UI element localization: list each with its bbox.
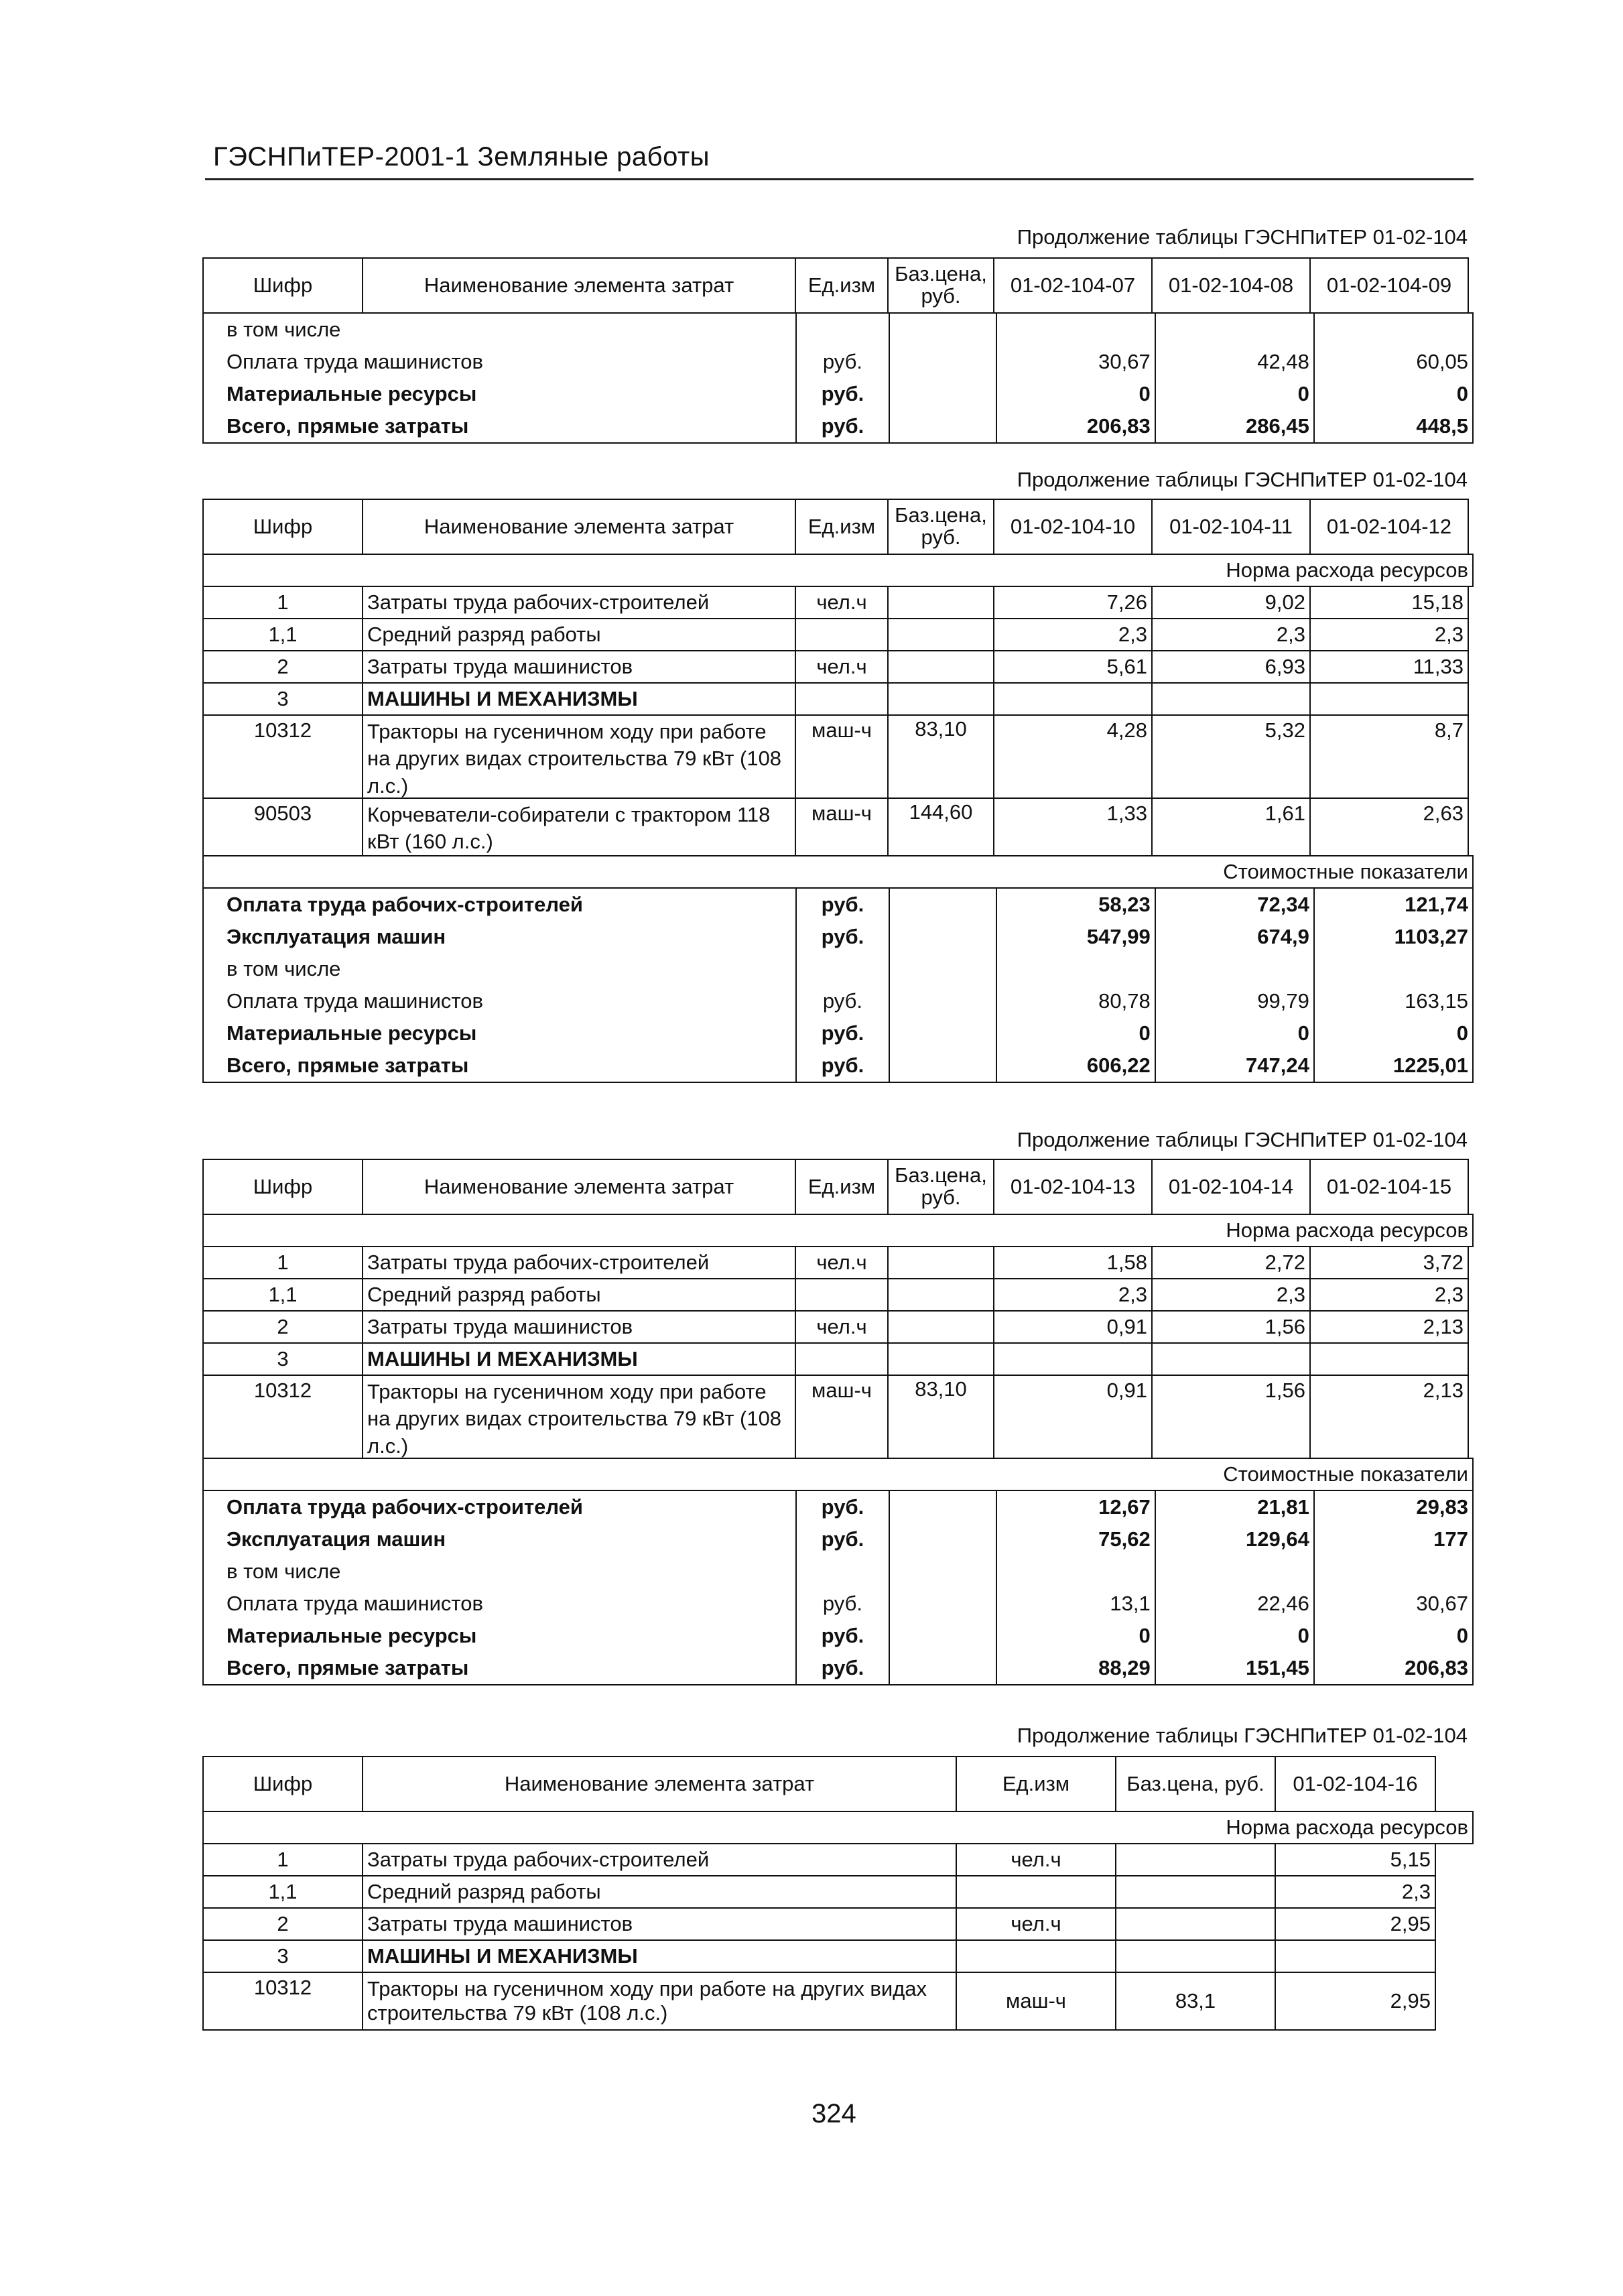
- summary-name: в том числе: [226, 318, 341, 341]
- row-code: 1: [202, 586, 363, 619]
- row-code: 1,1: [202, 1278, 363, 1312]
- summary-value: 286,45: [1155, 410, 1313, 442]
- row-value: 3,72: [1309, 1246, 1469, 1279]
- summary-value: 1225,01: [1313, 1049, 1472, 1082]
- row-code: 3: [202, 1342, 363, 1376]
- norm-label: Норма расхода ресурсов: [202, 554, 1474, 587]
- row-name: МАШИНЫ И МЕХАНИЗМЫ: [362, 1342, 796, 1376]
- row-value: 0,91: [993, 1310, 1153, 1344]
- summary-price: [889, 1588, 995, 1620]
- summary-value: [1155, 1555, 1313, 1588]
- col-name-header: Наименование элемента затрат: [362, 257, 796, 314]
- row-value: 2,3: [993, 618, 1153, 651]
- table-row: [202, 1939, 1474, 1972]
- summary-row: [204, 921, 1472, 953]
- col-unit-header: Ед.изм: [795, 499, 889, 555]
- row-value: 2,13: [1309, 1375, 1469, 1459]
- col-price-header: Баз.цена, руб.: [887, 1159, 994, 1215]
- col-name-header: Наименование элемента затрат: [362, 499, 796, 555]
- summary-price: [889, 410, 995, 442]
- norm-label: Норма расхода ресурсов: [202, 1214, 1474, 1247]
- table-1: [202, 257, 1474, 444]
- summary-price: [889, 1652, 995, 1684]
- col-code-header: 01-02-104-15: [1309, 1159, 1469, 1215]
- summary-value: 99,79: [1155, 985, 1313, 1017]
- table-row: [202, 1972, 1474, 2029]
- row-price: [887, 682, 994, 716]
- row-name: Затраты труда рабочих-строителей: [362, 1843, 957, 1876]
- summary-value: 206,83: [1313, 1652, 1472, 1684]
- summary-value: 88,29: [996, 1652, 1155, 1684]
- summary-value: 163,15: [1313, 985, 1472, 1017]
- summary-value: [1313, 953, 1472, 985]
- row-value: 5,61: [993, 650, 1153, 684]
- summary-row: [204, 1017, 1472, 1049]
- row-unit: чел.ч: [795, 1310, 889, 1344]
- row-value: 2,3: [1309, 618, 1469, 651]
- summary-price: [889, 346, 995, 378]
- summary-unit: руб.: [795, 921, 889, 953]
- row-value: [1309, 1342, 1469, 1376]
- col-code-header: 01-02-104-08: [1151, 257, 1311, 314]
- col-code-header: Шифр: [202, 1756, 363, 1812]
- row-code: 1,1: [202, 618, 363, 651]
- summary-value: 0: [1155, 1620, 1313, 1652]
- row-unit: чел.ч: [795, 586, 889, 619]
- row-unit: [795, 682, 889, 716]
- summary-value: 547,99: [996, 921, 1155, 953]
- row-code: 2: [202, 1310, 363, 1344]
- table-header-row: [202, 499, 1474, 554]
- row-value: 2,3: [1151, 1278, 1311, 1312]
- row-price: [887, 618, 994, 651]
- row-value: 9,02: [1151, 586, 1311, 619]
- summary-unit: [795, 953, 889, 985]
- summary-value: 0: [1155, 378, 1313, 410]
- summary-row: [204, 1652, 1472, 1684]
- col-unit-header: Ед.изм: [795, 257, 889, 314]
- row-unit: маш-ч: [795, 798, 889, 856]
- section-label-row: [202, 1214, 1474, 1246]
- table-3: [202, 1159, 1474, 1685]
- table-row: [202, 798, 1474, 855]
- row-name: Затраты труда рабочих-строителей: [362, 1246, 796, 1279]
- row-price: 83,10: [887, 1375, 994, 1459]
- summary-unit: руб.: [795, 889, 889, 921]
- summary-value: [996, 314, 1155, 346]
- row-value: 2,3: [1151, 618, 1311, 651]
- row-price: [1115, 1843, 1276, 1876]
- summary-unit: руб.: [795, 985, 889, 1017]
- summary-value: [1313, 314, 1472, 346]
- summary-price: [889, 985, 995, 1017]
- section-label-row: [202, 855, 1474, 887]
- summary-name: Материальные ресурсы: [226, 1624, 477, 1647]
- row-name: Средний разряд работы: [362, 1278, 796, 1312]
- resource-rows: [202, 1246, 1474, 1458]
- summary-row: [204, 1491, 1472, 1523]
- summary-value: [1313, 1555, 1472, 1588]
- row-name: Корчеватели-собиратели с трактором 118 кВт (160 л.с.): [362, 798, 796, 856]
- col-price-header: Баз.цена, руб.: [887, 499, 994, 555]
- row-code: 90503: [202, 798, 363, 856]
- summary-name: Оплата труда рабочих-строителей: [226, 1495, 583, 1519]
- row-unit: маш-ч: [956, 1972, 1116, 2031]
- section-label-row: [202, 1458, 1474, 1490]
- summary-price: [889, 1620, 995, 1652]
- summary-value: 58,23: [996, 889, 1155, 921]
- row-value: [993, 682, 1153, 716]
- summary-price: [889, 889, 995, 921]
- header-rule: [205, 178, 1474, 180]
- summary-value: 0: [996, 1620, 1155, 1652]
- row-value: 7,26: [993, 586, 1153, 619]
- summary-name: Оплата труда рабочих-строителей: [226, 893, 583, 916]
- table-header-row: [202, 1159, 1474, 1214]
- col-code-header: Шифр: [202, 257, 363, 314]
- summary-row: [204, 1588, 1472, 1620]
- summary-name: в том числе: [226, 1559, 341, 1583]
- summary-unit: руб.: [795, 1588, 889, 1620]
- row-value: 2,3: [1309, 1278, 1469, 1312]
- col-code-header: 01-02-104-10: [993, 499, 1153, 555]
- summary-row: [204, 889, 1472, 921]
- document-header: ГЭСНПиТЕР-2001-1 Земляные работы: [213, 142, 710, 172]
- summary-value: 30,67: [996, 346, 1155, 378]
- row-value: 2,3: [1275, 1875, 1436, 1909]
- summary-row: [204, 1620, 1472, 1652]
- row-code: 1,1: [202, 1875, 363, 1909]
- summary-unit: руб.: [795, 410, 889, 442]
- summary-price: [889, 1491, 995, 1523]
- row-value: 5,32: [1151, 714, 1311, 799]
- summary-value: 151,45: [1155, 1652, 1313, 1684]
- row-price: [1115, 1907, 1276, 1941]
- table-4: [202, 1756, 1474, 2029]
- summary-row: [204, 1049, 1472, 1082]
- summary-name: Эксплуатация машин: [226, 1527, 446, 1551]
- summary-value: 42,48: [1155, 346, 1313, 378]
- row-unit: чел.ч: [956, 1843, 1116, 1876]
- row-name: Тракторы на гусеничном ходу при работе на других видах строительства 79 кВт (108 л.с.): [362, 1375, 796, 1459]
- summary-value: 448,5: [1313, 410, 1472, 442]
- row-unit: [795, 618, 889, 651]
- row-code: 1: [202, 1843, 363, 1876]
- row-value: [1275, 1939, 1436, 1973]
- row-unit: чел.ч: [795, 1246, 889, 1279]
- summary-row: [204, 346, 1472, 378]
- summary-price: [889, 1049, 995, 1082]
- row-value: 2,63: [1309, 798, 1469, 856]
- table-2: [202, 499, 1474, 1083]
- row-code: 2: [202, 650, 363, 684]
- summary-block: [202, 312, 1474, 444]
- col-code-header: 01-02-104-07: [993, 257, 1153, 314]
- row-value: 4,28: [993, 714, 1153, 799]
- row-name: Затраты труда машинистов: [362, 1907, 957, 1941]
- row-value: 8,7: [1309, 714, 1469, 799]
- table-row: [202, 1310, 1474, 1342]
- row-unit: чел.ч: [795, 650, 889, 684]
- section-label-row: [202, 1811, 1474, 1843]
- col-code-header: 01-02-104-16: [1275, 1756, 1436, 1812]
- summary-unit: [795, 314, 889, 346]
- col-unit-header: Ед.изм: [795, 1159, 889, 1215]
- col-name-header: Наименование элемента затрат: [362, 1159, 796, 1215]
- summary-unit: руб.: [795, 1491, 889, 1523]
- col-name-header: Наименование элемента затрат: [362, 1756, 957, 1812]
- summary-unit: руб.: [795, 1017, 889, 1049]
- row-value: 1,33: [993, 798, 1153, 856]
- row-price: [887, 1310, 994, 1344]
- summary-row: [204, 1555, 1472, 1588]
- table-caption: Продолжение таблицы ГЭСНПиТЕР 01-02-104: [1017, 1724, 1468, 1747]
- table-row: [202, 1843, 1474, 1875]
- row-value: 2,72: [1151, 1246, 1311, 1279]
- col-price-header: Баз.цена, руб.: [1115, 1756, 1276, 1812]
- row-price: [887, 586, 994, 619]
- summary-row: [204, 378, 1472, 410]
- summary-value: 21,81: [1155, 1491, 1313, 1523]
- row-price: 144,60: [887, 798, 994, 856]
- row-code: 1: [202, 1246, 363, 1279]
- table-caption: Продолжение таблицы ГЭСНПиТЕР 01-02-104: [1017, 1128, 1468, 1151]
- row-value: 2,95: [1275, 1972, 1436, 2031]
- row-unit: маш-ч: [795, 1375, 889, 1459]
- summary-unit: руб.: [795, 1049, 889, 1082]
- table-row: [202, 586, 1474, 618]
- table-caption: Продолжение таблицы ГЭСНПиТЕР 01-02-104: [1017, 468, 1468, 491]
- summary-name: Материальные ресурсы: [226, 1021, 477, 1045]
- row-price: [1115, 1875, 1276, 1909]
- table-row: [202, 1875, 1474, 1907]
- row-value: 0,91: [993, 1375, 1153, 1459]
- row-price: [1115, 1939, 1276, 1973]
- section-label-row: [202, 554, 1474, 586]
- summary-unit: руб.: [795, 378, 889, 410]
- summary-row: [204, 953, 1472, 985]
- col-code-header: Шифр: [202, 499, 363, 555]
- summary-price: [889, 1017, 995, 1049]
- summary-name: Оплата труда машинистов: [226, 350, 483, 373]
- summary-row: [204, 314, 1472, 346]
- row-name: Затраты труда машинистов: [362, 650, 796, 684]
- table-row: [202, 1278, 1474, 1310]
- row-value: [1309, 682, 1469, 716]
- col-unit-header: Ед.изм: [956, 1756, 1116, 1812]
- resource-rows: [202, 1843, 1474, 2029]
- row-unit: маш-ч: [795, 714, 889, 799]
- summary-block: [202, 887, 1474, 1083]
- summary-price: [889, 921, 995, 953]
- summary-name: Оплата труда машинистов: [226, 989, 483, 1013]
- row-unit: [956, 1875, 1116, 1909]
- row-unit: [795, 1342, 889, 1376]
- summary-value: 0: [1313, 1620, 1472, 1652]
- table-caption: Продолжение таблицы ГЭСНПиТЕР 01-02-104: [1017, 225, 1468, 249]
- row-name: Тракторы на гусеничном ходу при работе на других видах строительства 79 кВт (108 л.с.): [362, 714, 796, 799]
- summary-value: 606,22: [996, 1049, 1155, 1082]
- row-name: Средний разряд работы: [362, 618, 796, 651]
- summary-value: 747,24: [1155, 1049, 1313, 1082]
- table-header-row: [202, 257, 1474, 312]
- summary-row: [204, 1523, 1472, 1555]
- table-row: [202, 650, 1474, 682]
- summary-row: [204, 410, 1472, 442]
- summary-value: 0: [996, 378, 1155, 410]
- row-name: Затраты труда машинистов: [362, 1310, 796, 1344]
- summary-value: 13,1: [996, 1588, 1155, 1620]
- col-code-header: 01-02-104-13: [993, 1159, 1153, 1215]
- summary-name: Всего, прямые затраты: [226, 1656, 469, 1679]
- row-price: [887, 1246, 994, 1279]
- row-value: [1151, 682, 1311, 716]
- summary-name: Всего, прямые затраты: [226, 414, 469, 438]
- cost-label: Стоимостные показатели: [202, 855, 1474, 889]
- resource-rows: [202, 586, 1474, 855]
- summary-value: 60,05: [1313, 346, 1472, 378]
- row-price: 83,1: [1115, 1972, 1276, 2031]
- cost-label: Стоимостные показатели: [202, 1458, 1474, 1491]
- row-code: 10312: [202, 1972, 363, 2031]
- col-code-header: 01-02-104-12: [1309, 499, 1469, 555]
- summary-value: 0: [1313, 1017, 1472, 1049]
- summary-name: Материальные ресурсы: [226, 382, 477, 405]
- summary-value: 674,9: [1155, 921, 1313, 953]
- summary-row: [204, 985, 1472, 1017]
- summary-value: 129,64: [1155, 1523, 1313, 1555]
- row-name: МАШИНЫ И МЕХАНИЗМЫ: [362, 682, 796, 716]
- table-row: [202, 1375, 1474, 1458]
- row-value: 2,3: [993, 1278, 1153, 1312]
- summary-value: 177: [1313, 1523, 1472, 1555]
- row-value: 11,33: [1309, 650, 1469, 684]
- summary-name: Эксплуатация машин: [226, 925, 446, 948]
- row-value: [1151, 1342, 1311, 1376]
- norm-label: Норма расхода ресурсов: [202, 1811, 1474, 1844]
- summary-value: 30,67: [1313, 1588, 1472, 1620]
- row-code: 3: [202, 682, 363, 716]
- row-value: 2,13: [1309, 1310, 1469, 1344]
- row-unit: [795, 1278, 889, 1312]
- col-code-header: 01-02-104-09: [1309, 257, 1469, 314]
- row-value: 1,58: [993, 1246, 1153, 1279]
- summary-value: [1155, 314, 1313, 346]
- summary-value: 75,62: [996, 1523, 1155, 1555]
- row-name: МАШИНЫ И МЕХАНИЗМЫ: [362, 1939, 957, 1973]
- row-name: Тракторы на гусеничном ходу при работе на других видах строительства 79 кВт (108 л.с.): [362, 1972, 957, 2031]
- summary-value: 22,46: [1155, 1588, 1313, 1620]
- col-code-header: 01-02-104-11: [1151, 499, 1311, 555]
- col-code-header: Шифр: [202, 1159, 363, 1215]
- summary-value: 121,74: [1313, 889, 1472, 921]
- row-name: Затраты труда рабочих-строителей: [362, 586, 796, 619]
- row-unit: [956, 1939, 1116, 1973]
- summary-price: [889, 378, 995, 410]
- row-price: [887, 650, 994, 684]
- summary-name: Оплата труда машинистов: [226, 1592, 483, 1615]
- row-code: 10312: [202, 1375, 363, 1459]
- table-row: [202, 1342, 1474, 1375]
- row-value: 15,18: [1309, 586, 1469, 619]
- table-row: [202, 1246, 1474, 1278]
- row-value: 5,15: [1275, 1843, 1436, 1876]
- row-unit: чел.ч: [956, 1907, 1116, 1941]
- summary-value: 80,78: [996, 985, 1155, 1017]
- row-code: 3: [202, 1939, 363, 1973]
- summary-value: [996, 1555, 1155, 1588]
- row-price: [887, 1278, 994, 1312]
- summary-name: Всего, прямые затраты: [226, 1054, 469, 1077]
- summary-block: [202, 1490, 1474, 1685]
- row-name: Средний разряд работы: [362, 1875, 957, 1909]
- summary-price: [889, 314, 995, 346]
- summary-unit: руб.: [795, 1620, 889, 1652]
- summary-unit: руб.: [795, 1523, 889, 1555]
- row-value: 1,56: [1151, 1375, 1311, 1459]
- summary-name: в том числе: [226, 957, 341, 980]
- summary-value: 12,67: [996, 1491, 1155, 1523]
- table-header-row: [202, 1756, 1474, 1811]
- row-value: 1,56: [1151, 1310, 1311, 1344]
- row-code: 2: [202, 1907, 363, 1941]
- summary-price: [889, 1555, 995, 1588]
- summary-value: 72,34: [1155, 889, 1313, 921]
- summary-value: 206,83: [996, 410, 1155, 442]
- col-price-header: Баз.цена, руб.: [887, 257, 994, 314]
- row-price: [887, 1342, 994, 1376]
- summary-value: 1103,27: [1313, 921, 1472, 953]
- summary-value: 29,83: [1313, 1491, 1472, 1523]
- summary-value: 0: [1313, 378, 1472, 410]
- summary-unit: руб.: [795, 346, 889, 378]
- col-code-header: 01-02-104-14: [1151, 1159, 1311, 1215]
- row-price: 83,10: [887, 714, 994, 799]
- table-row: [202, 682, 1474, 714]
- summary-unit: [795, 1555, 889, 1588]
- page-number: 324: [812, 2099, 856, 2128]
- table-row: [202, 714, 1474, 798]
- row-value: 1,61: [1151, 798, 1311, 856]
- row-code: 10312: [202, 714, 363, 799]
- summary-unit: руб.: [795, 1652, 889, 1684]
- summary-value: [996, 953, 1155, 985]
- summary-value: [1155, 953, 1313, 985]
- summary-price: [889, 1523, 995, 1555]
- row-value: 2,95: [1275, 1907, 1436, 1941]
- table-row: [202, 1907, 1474, 1939]
- summary-price: [889, 953, 995, 985]
- summary-value: 0: [1155, 1017, 1313, 1049]
- row-value: 6,93: [1151, 650, 1311, 684]
- table-row: [202, 618, 1474, 650]
- summary-value: 0: [996, 1017, 1155, 1049]
- row-value: [993, 1342, 1153, 1376]
